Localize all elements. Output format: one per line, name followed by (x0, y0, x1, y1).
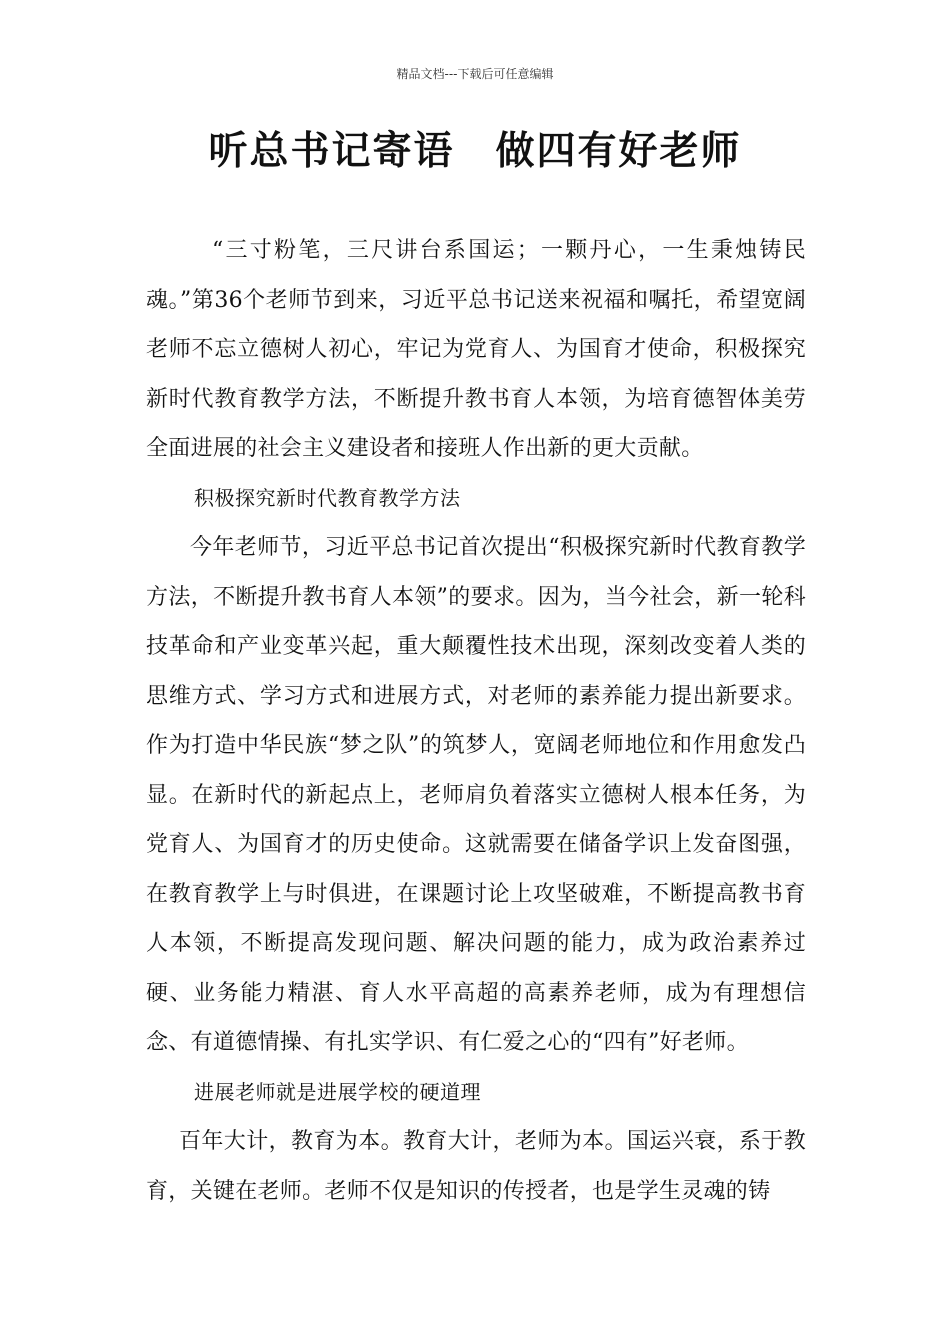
subheading-teacher-development: 进展老师就是进展学校的硬道理 (194, 1079, 481, 1104)
document-title: 听总书记寄语 做四有好老师 (208, 129, 742, 174)
header-note: 精品文档---下载后可任意编辑 (396, 67, 554, 81)
paragraph-intro: “三寸粉笔，三尺讲台系国运；一颗丹心，一生秉烛铸民魂。”第36个老师节到来，习近平总书记送来祝福和嘱托，希望宽阔老师不忘立德树人初心，牢记为党育人、为国育才使命，积极探究新时代教育教学方法，不断提升教书育人本领，为培育德智体美劳全面进展的社会主义建设者和接班人作出新的更大贡献。 (146, 238, 806, 461)
subheading-teaching-methods: 积极探究新时代教育教学方法 (194, 485, 461, 510)
document-body (146, 226, 806, 1216)
paragraph-teacher-development: 百年大计，教育为本。教育大计，老师为本。国运兴衰，系于教育，关键在老师。老师不仅是知识的传授者，也是学生灵魂的铸 (146, 1129, 806, 1204)
paragraph-teaching-methods: 今年老师节，习近平总书记首次提出“积极探究新时代教育教学方法，不断提升教书育人本领”的要求。因为，当今社会，新一轮科技革命和产业变革兴起，重大颠覆性技术出现，深刻改变着人类的思维方式、学习方式和进展方式，对老师的素养能力提出新要求。作为打造中华民族“梦之队”的筑梦人，宽阔老师地位和作用愈发凸显。在新时代的新起点上，老师肩负着落实立德树人根本任务，为党育人、为国育才的历史使命。这就需要在储备学识上发奋图强，在教育教学上与时俱进，在课题讨论上攻坚破难，不断提高教书育人本领，不断提高发现问题、解决问题的能力，成为政治素养过硬、业务能力精湛、育人水平高超的高素养老师，成为有理想信念、有道德情操、有扎实学识、有仁爱之心的“四有”好老师。 (146, 535, 806, 1055)
